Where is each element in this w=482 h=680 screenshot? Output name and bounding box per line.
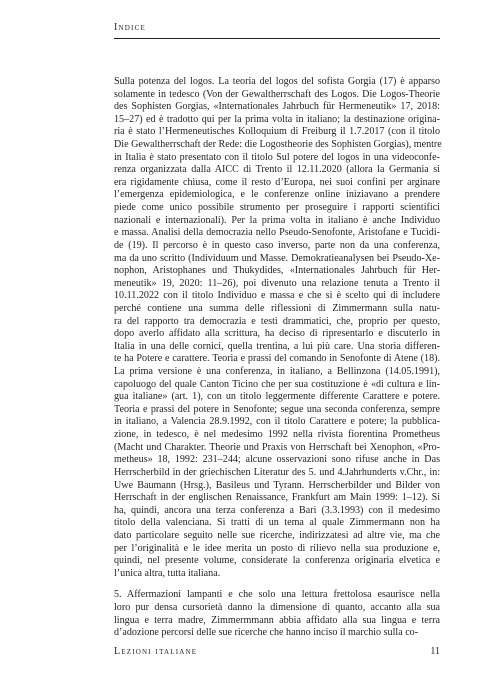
text-line: dato particolare seguito nelle sue ricerche, indirizzatesi ad altre vie, ma che xyxy=(114,529,440,541)
text-line: dopo averlo affidato alla scrittura, ha deciso di ripresentarlo e discuterlo in xyxy=(114,328,440,340)
text-line: (Macht und Charakter. Theorie und Praxis von Herrschaft bei Xenophon, «Pro- xyxy=(114,441,440,453)
text-line: l’unica altra, tutta italiana. xyxy=(114,567,221,579)
text-line: ma da uno scritto (Individuum und Masse. Demokratieanalysen bei Pseudo-Xe- xyxy=(114,252,440,264)
text-line: meneutik» 19, 2020: 11–26), poi divenuto una relazione tenuta a Trento il xyxy=(114,277,440,289)
text-line: Die Gewaltherrschaft der Rede: die Logostheorie des Sophisten Gorgias), mentre xyxy=(114,139,442,151)
text-line: ha, quindi, ancora una terza conferenza a Bari (3.3.1993) con il medesimo xyxy=(114,504,440,516)
text-line: titolo della valenciana. Si tratti di un tema al quale Zimmermann non ha xyxy=(114,517,440,529)
text-line: perché contiene una summa delle riflessioni di Zimmermann sulla natu- xyxy=(114,302,440,314)
text-line: nophon, Aristophanes und Thukydides, «Internationales Jahrbuch für Her- xyxy=(114,265,440,277)
text-line: metheus» 18, 1992: 231–244; alcune osservazioni sono rifuse anche in Das xyxy=(114,454,440,466)
paragraph-gap xyxy=(114,580,440,589)
text-line: piede come unico possibile strumento per proseguire i rapporti scientifici xyxy=(114,202,440,214)
paragraph-2 xyxy=(114,589,440,639)
text-line: renza organizzata dalla AICC di Trento il 12.11.2020 (allora la Germania si xyxy=(114,164,440,176)
text-line: te ha Potere e carattere. Teoria e prassi del comando in Senofonte di Atene (18). xyxy=(114,353,440,365)
text-line: lingua e terra madre, Zimmermmann abbia affidato alla sua lingua e terra xyxy=(114,614,440,626)
running-header: Indice xyxy=(114,22,146,33)
text-line: Teoria e prassi del potere in Senofonte; segue una seconda conferenza, sempre xyxy=(114,403,440,415)
text-line: e massa. Analisi della democrazia nello Pseudo-Senofonte, Aristofane e Tucidi- xyxy=(114,227,440,239)
page-number: 11 xyxy=(430,646,440,657)
text-line: des Sophisten Gorgias, «Internationales Jahrbuch für Hermeneutik» 17, 2018: xyxy=(114,101,440,113)
text-line: Italia in una delle cornici, quella trentina, a lui più care. Una storia differen- xyxy=(114,340,440,352)
body-text xyxy=(114,76,440,640)
text-line: ria è stato l’Hermeneutisches Kolloquium di Freiburg il 1.7.2017 (con il titolo xyxy=(114,126,440,138)
text-line: in italiano, a Valencia 28.9.1992, con il titolo Carattere e potere; la pubblica- xyxy=(114,416,440,428)
text-line: d’adozione percorsi delle sue ricerche che hanno inciso il marchio sulla co- xyxy=(114,627,419,639)
text-line: ra del rapporto tra democrazia e testi drammatici, che, proprio per questo, xyxy=(114,315,440,327)
text-line: Uwe Baumann (Hrsg.), Basileus und Tyrann. Herrscherbilder und Bilder von xyxy=(114,479,440,491)
header-rule xyxy=(114,38,440,39)
text-line: 10.11.2022 con il titolo Individuo e massa e che si è scelto qui di includere xyxy=(114,290,440,302)
text-line: zione, in tedesco, è nel medesimo 1992 nella rivista fiorentina Prometheus xyxy=(114,429,440,441)
text-line: era rigidamente chiusa, come il resto d’Europa, nei suoi confini per arginare xyxy=(114,176,440,188)
text-line: La prima versione è una conferenza, in italiano, a Bellinzona (14.05.1991), xyxy=(114,366,440,378)
text-line: Sulla potenza del logos. La teoria del logos del sofista Gorgia (17) è apparso xyxy=(114,76,440,87)
text-line: per l’originalità e le idee merita un posto di rilievo nella sua produzione e, xyxy=(114,542,440,554)
text-line: 15–27) ed è tradotto qui per la prima volta in italiano; la destinazione origina- xyxy=(114,113,440,125)
text-line: quindi, nel presente volume, considerate la conferenza originaria elvetica e xyxy=(114,555,440,567)
text-line: Herrscherbild in der griechischen Literatur des 5. und 4.Jahrhunderts v.Chr., in: xyxy=(114,466,440,478)
text-line: de (19). Il percorso è in questo caso inverso, parte non da una conferenza, xyxy=(114,239,440,251)
text-line: loro pur densa cursorietà danno la dimensione di quanto, accanto alla sua xyxy=(114,601,440,613)
text-line: 5. Affermazioni lampanti e che solo una lettura frettolosa esaurisce nella xyxy=(114,589,440,601)
text-line: gua italiane» (art. 1), con un titolo leggermente differente Carattere e potere. xyxy=(114,391,440,403)
text-line: capoluogo del quale Canton Ticino che per sua costituzione è «di cultura e lin- xyxy=(114,378,440,390)
running-footer: Lezioni italiane xyxy=(114,646,198,657)
text-line: nazionali e internazionali). Per la prima volta in italiano è anche Individuo xyxy=(114,214,440,226)
text-line: solamente in tedesco (Von der Gewaltherrschaft des Logos. Die Logos-Theorie xyxy=(114,88,440,100)
text-line: Herrschaft in der englischen Renaissance, Frankfurt am Main 1999: 1–12). Si xyxy=(114,492,440,504)
text-line: in Italia è stato presentato con il titolo Sul potere del logos in una videoconfe- xyxy=(114,151,440,163)
paragraph-1 xyxy=(114,76,440,580)
text-line: l’emergenza epidemiologica, e le conferenze online iniziavano a prendere xyxy=(114,189,440,201)
